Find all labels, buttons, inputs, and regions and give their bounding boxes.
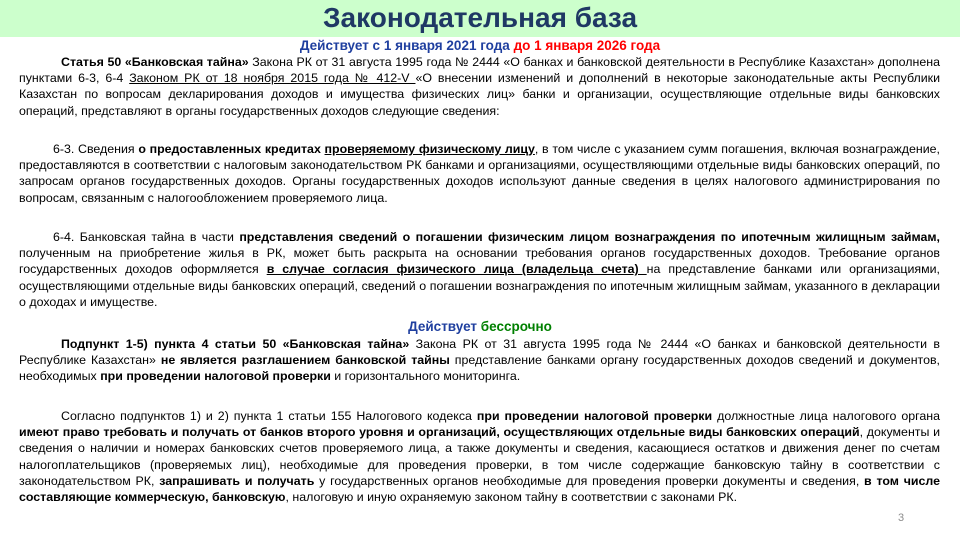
paragraph-article-155 [19, 408, 940, 505]
text-run: Закона РК от 31 августа 1995 года № 2444 «О банках и банковской деятельности в Республике Казахстан» [19, 337, 940, 368]
text-run: представление банками органу государственных доходов сведений и документов, необходимых [19, 353, 940, 384]
text-run: Согласно подпунктов 1) и 2) пункта 1 статьи 155 Налогового кодекса [61, 409, 477, 423]
heading-indefinitely: бессрочно [480, 319, 552, 334]
emphasis-mortgage: представления сведений о погашении физическим лицом вознаграждения по ипотечным жилищным займам, [239, 230, 940, 244]
text-run: , документы и сведения о наличии и номерах банковских счетов проверяемого лица, а также документы и сведения, касающиеся остатков и движения денег по счетам налогоплательщиков (проверяемых лиц), необходимые для проведения проверки, в том числе содержащие банковскую тайну в соответствии с законодательством РК, [19, 425, 940, 488]
emphasis-credits: о предоставленных кредитах [138, 142, 325, 156]
law-reference: Законом РК от 18 ноября 2015 года № 412-V [129, 71, 416, 86]
text-run: должностные лица налогового органа [712, 409, 940, 423]
paragraph-6-4 [19, 229, 940, 310]
paragraph-article-50 [19, 54, 940, 119]
heading-effective-from: Действует с 1 января 2021 года [299, 38, 510, 53]
emphasis-not-disclosure: не является разглашением банковской тайны [160, 353, 450, 368]
heading-effective: Действует [408, 319, 481, 334]
heading-effective-until: до 1 января 2026 года [509, 38, 661, 53]
text-run: у государственных органов необходимые для проведения проверки документы и сведения, [314, 473, 865, 488]
emphasis-tax-audit: при проведении налоговой проверки [476, 409, 713, 423]
text-run: 6-4. Банковская тайна в части [53, 230, 240, 244]
page-title: Законодательная база [322, 2, 638, 33]
text-run: , в том числе с указанием сумм погашения, включая вознаграждение, предоставляются в соответствии с налоговым законодательством РК банками и организациями, осуществляющими отдельные виды банковских операций, по запросам органов государственных доходов. Органы государственных доходов используют данные сведения в целях налогового администрирования по вопросам, связанным с налогообложением проверяемого лица. [19, 142, 940, 205]
emphasis-tax-audit: при проведении налоговой проверки [100, 369, 331, 384]
text-run: , налоговую и иную охраняемую законом тайну в соответствии с законами РК. [285, 490, 738, 505]
slide-number: 3 [898, 512, 905, 524]
paragraph-subpoint-1-5 [19, 336, 940, 385]
subpoint-title: Подпункт 1-5) пункта 4 статьи 50 «Банковская тайна» [61, 337, 410, 351]
paragraph-6-3 [19, 141, 940, 206]
text-run: на представление банками или организациями, осуществляющими отдельные виды банковских операций, сведений о погашении вознаграждения по ипотечным жилищным займам, указанного в декларации о доходах и имуществе. [19, 262, 940, 309]
text-run: «О внесении изменений и дополнений в некоторые законодательные акты Республики Казахстан по вопросам декларирования доходов и имущества физических лиц» банки и организации, осуществляющие отдельные виды банковских операций, представляют в органы государственных доходов следующие сведения: [19, 71, 940, 118]
text-run: и горизонтального мониторинга. [330, 369, 521, 384]
emphasis-right-to-request: имеют право требовать и получать от банков второго уровня и организаций, осуществляющих отдельные виды банковских операций [19, 425, 860, 440]
emphasis-consent: в случае согласия физического лица (владельца счета) [266, 262, 647, 277]
emphasis-secrets: в том числе составляющие коммерческую, банковскую [19, 473, 940, 505]
text-run: Закона РК от 31 августа 1995 года № 2444 «О банках и банковской деятельности в Республике Казахстан» дополнена пунктами 6-3, 6-4 [19, 55, 940, 86]
text-run: полученным на приобретение жилья в РК, может быть раскрыта на основании требования органов государственных доходов. Требование органов государственных доходов оформляется [19, 246, 940, 277]
article-title: Статья 50 «Банковская тайна» [61, 55, 249, 69]
text-run: 6-3. Сведения [53, 142, 139, 156]
section-heading-2021 [0, 37, 960, 54]
emphasis-person: проверяемому физическому лицу [324, 142, 535, 156]
emphasis-request-obtain: запрашивать и получать [159, 473, 315, 488]
section-heading-indefinite [0, 318, 960, 335]
